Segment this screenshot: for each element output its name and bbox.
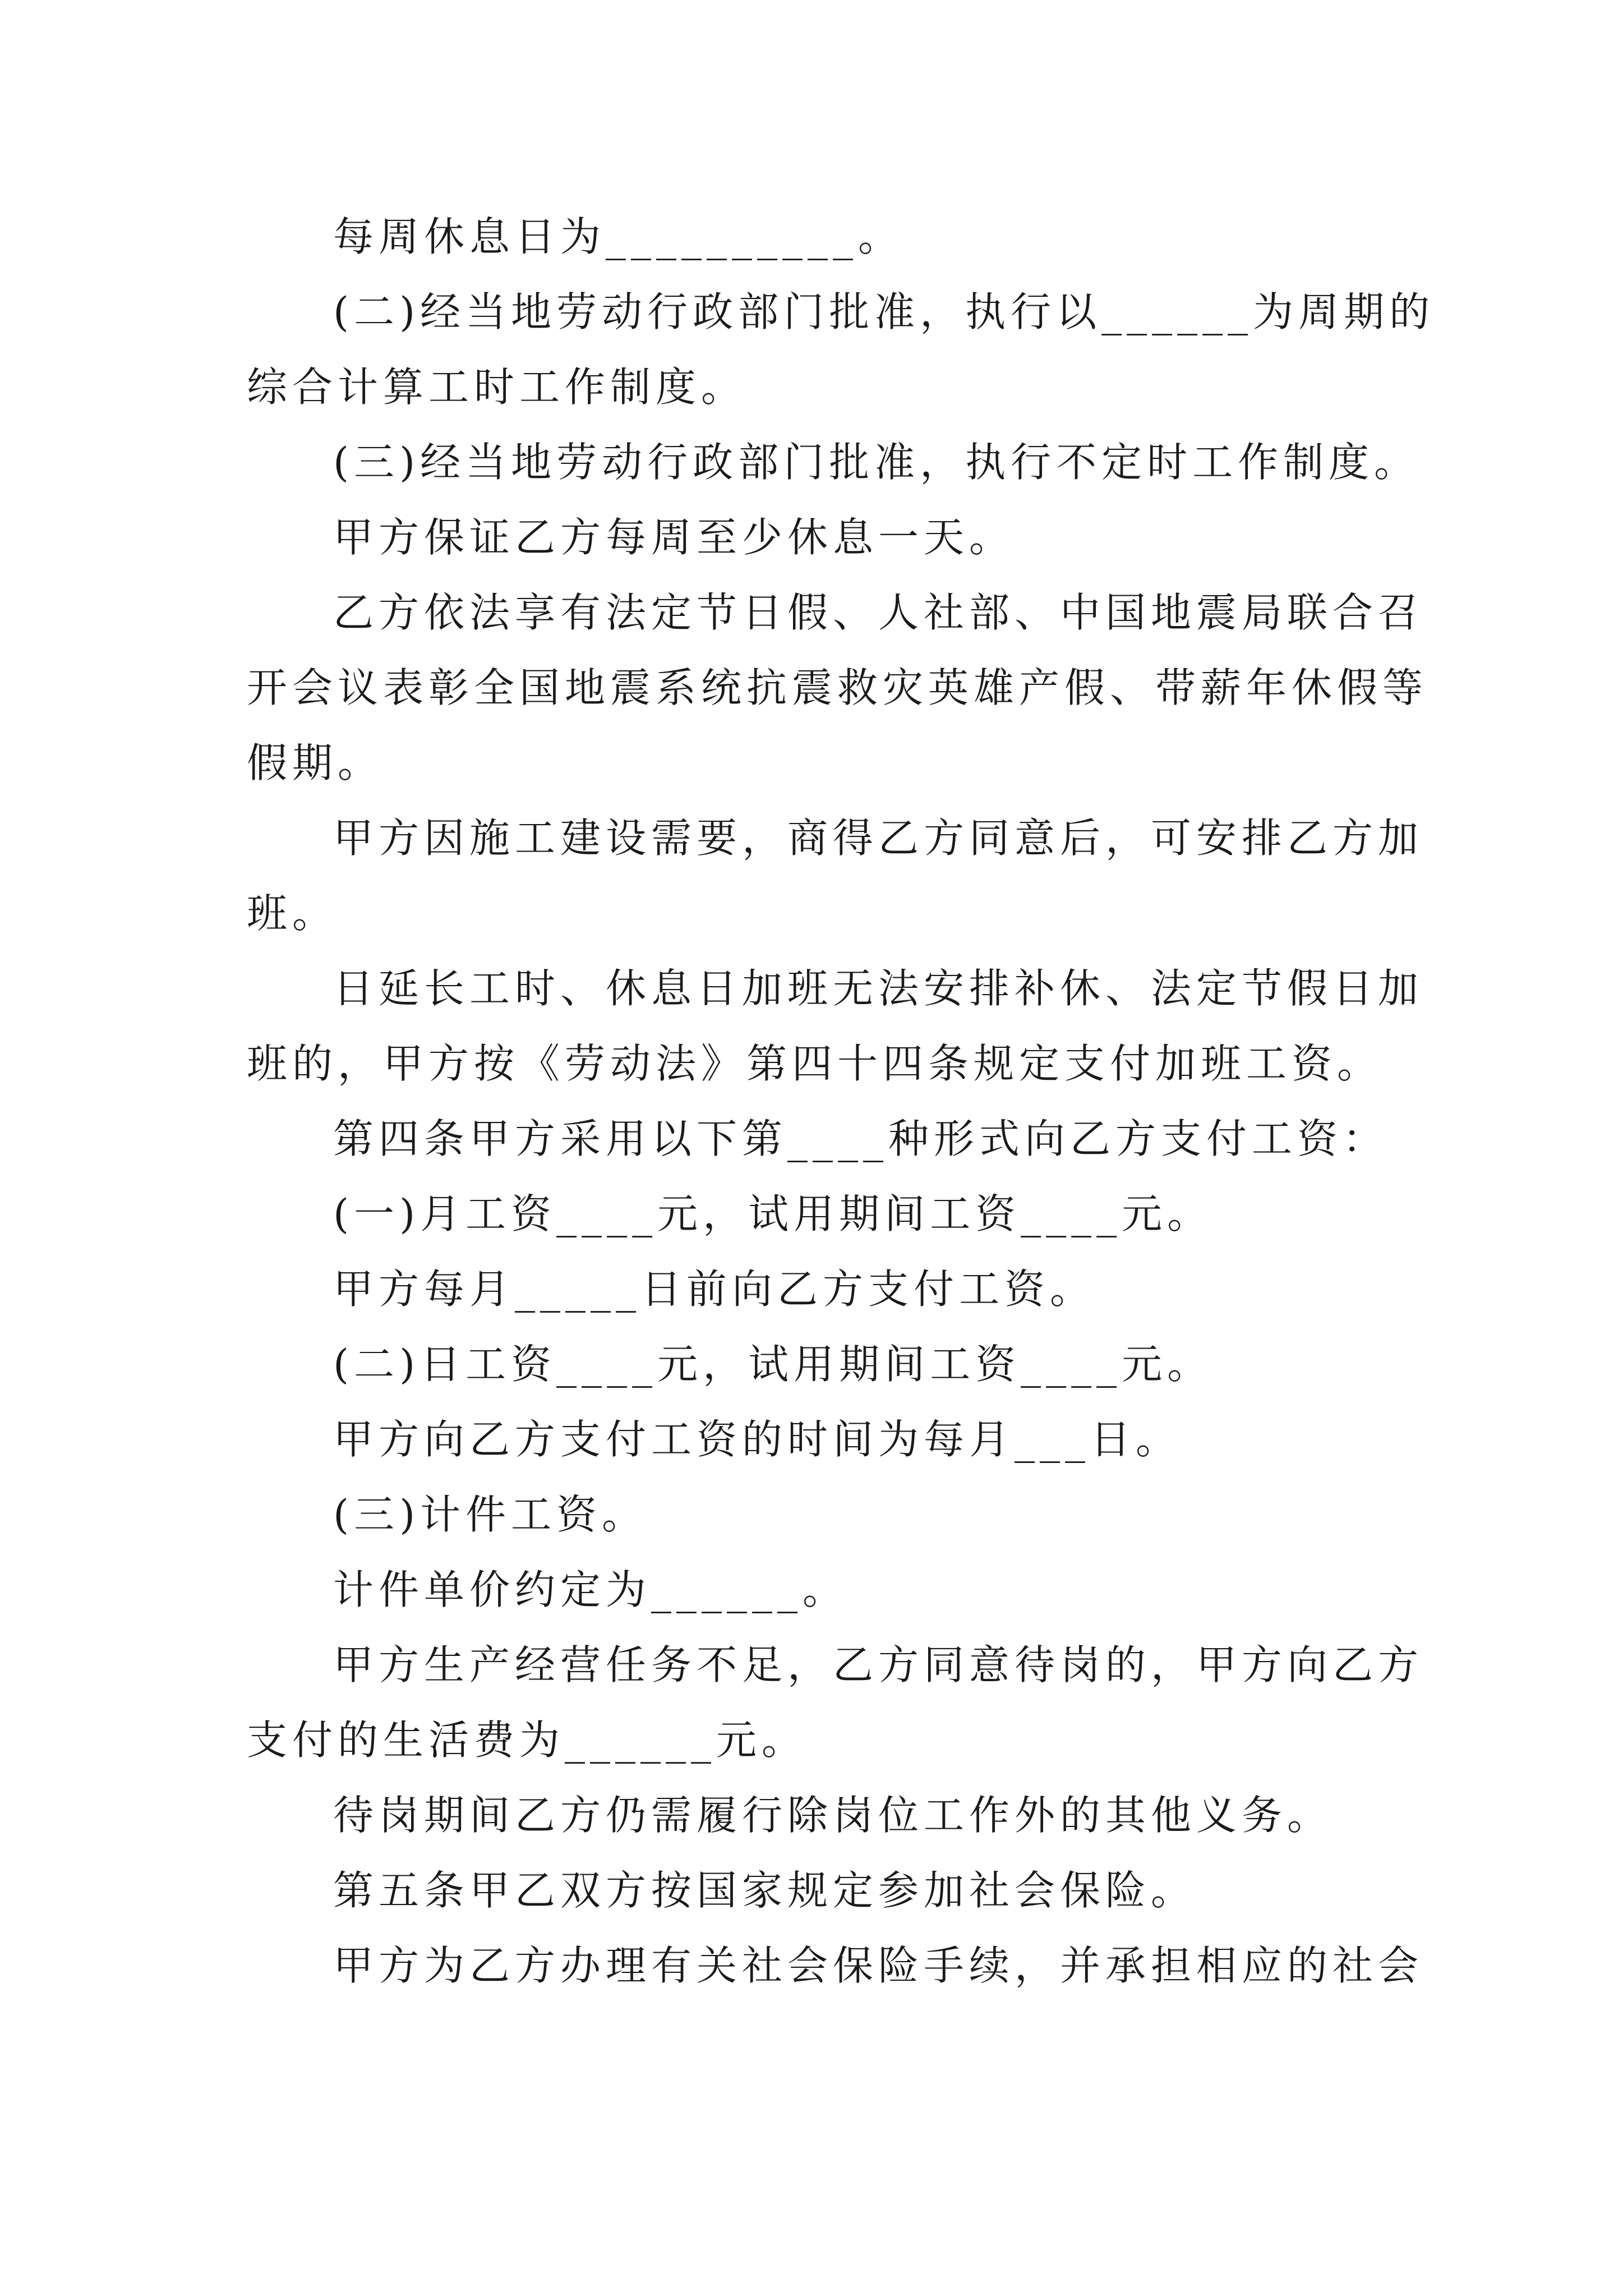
text-line: 支付的生活费为______元。 (247, 1717, 808, 1764)
text-line: 日延长工时、休息日加班无法安排补休、法定节假日加 (333, 965, 1424, 1012)
text-line: 甲方每月_____日前向乙方支付工资。 (333, 1266, 1096, 1313)
text-line: 甲方保证乙方每周至少休息一天。 (333, 514, 1015, 561)
text-line: (二)经当地劳动行政部门批准，执行以______为周期的 (333, 288, 1435, 335)
text-line: (三)计件工资。 (333, 1491, 648, 1538)
text-line: 开会议表彰全国地震系统抗震救灾英雄产假、带薪年休假等 (247, 664, 1428, 711)
text-line: (二)日工资____元，试用期间工资____元。 (333, 1341, 1213, 1388)
text-line: 甲方为乙方办理有关社会保险手续，并承担相应的社会 (333, 1942, 1424, 1989)
text-line: 班。 (247, 890, 338, 937)
text-line: 甲方生产经营任务不足，乙方同意待岗的，甲方向乙方 (333, 1641, 1424, 1688)
document-body (247, 199, 1435, 2003)
text-line: (一)月工资____元，试用期间工资____元。 (333, 1190, 1213, 1237)
text-line: 班的，甲方按《劳动法》第四十四条规定支付加班工资。 (247, 1040, 1383, 1087)
text-line: 甲方向乙方支付工资的时间为每月___日。 (333, 1416, 1182, 1463)
text-line: 每周休息日为__________。 (333, 213, 904, 260)
text-line: (三)经当地劳动行政部门批准，执行不定时工作制度。 (333, 439, 1420, 486)
text-line: 甲方因施工建设需要，商得乙方同意后，可安排乙方加 (333, 815, 1424, 862)
text-line: 假期。 (247, 739, 384, 786)
text-line: 第五条甲乙双方按国家规定参加社会保险。 (333, 1867, 1197, 1914)
text-line: 第四条甲方采用以下第____种形式向乙方支付工资： (333, 1115, 1389, 1162)
text-line: 乙方依法享有法定节日假、人社部、中国地震局联合召 (333, 589, 1424, 636)
text-line: 待岗期间乙方仍需履行除岗位工作外的其他义务。 (333, 1792, 1333, 1839)
text-line: 综合计算工时工作制度。 (247, 364, 747, 411)
text-line: 计件单价约定为______。 (333, 1566, 849, 1613)
